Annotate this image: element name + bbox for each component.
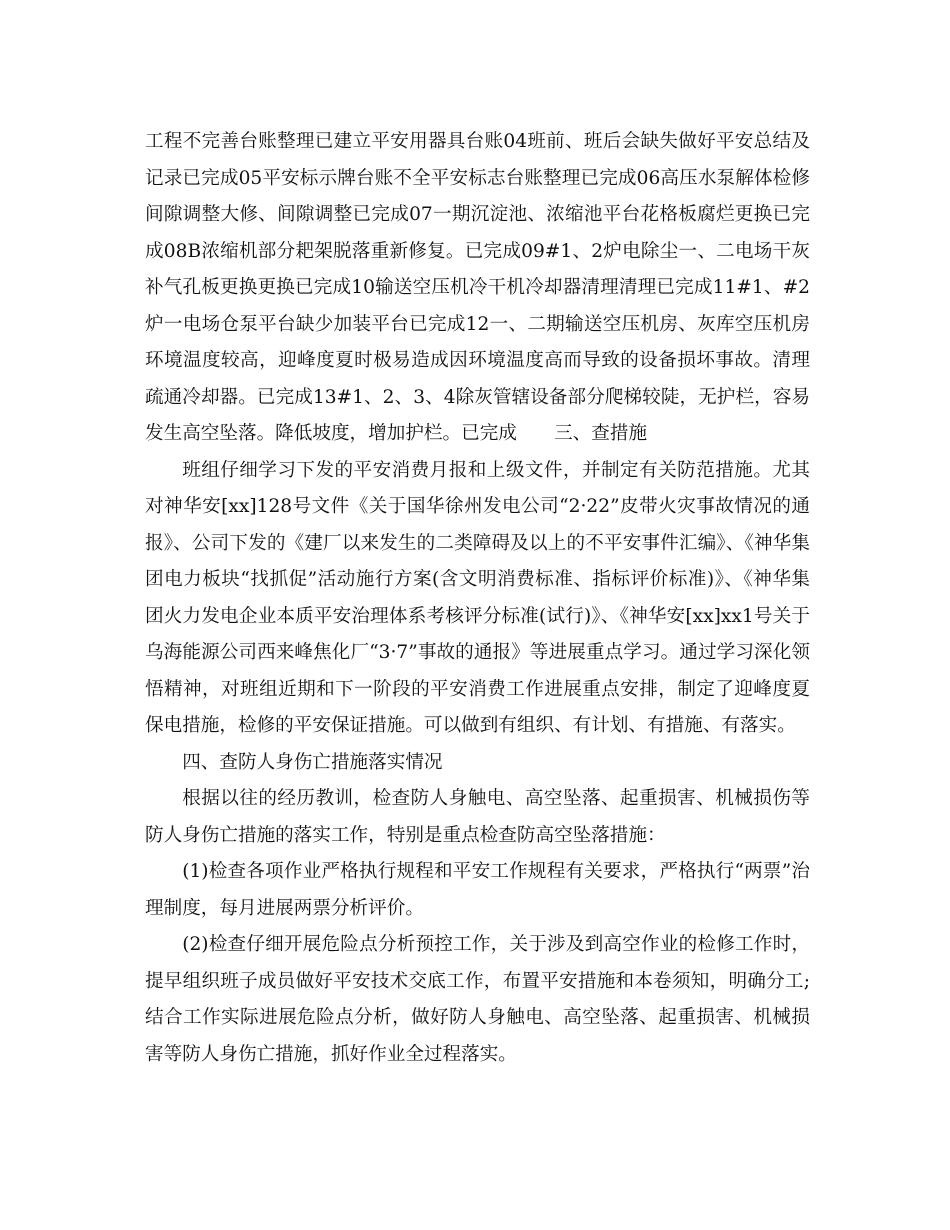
paragraph-item-2: (2)检查仔细开展危险点分析预控工作，关于涉及到高空作业的检修工作时，提早组织班子成员做好平安技术交底工作，布置平安措施和本卷须知，明确分工;结合工作实际进展危险点分析，做好防人身触电、高空坠落、起重损害、机械损害等防人身伤亡措施，抓好作业全过程落实。: [145, 934, 810, 1065]
paragraph-check-measures: 班组仔细学习下发的平安消费月报和上级文件，并制定有关防范措施。尤其对神华安[xx]128号文件《关于国华徐州发电公司“2·22”皮带火灾事故情况的通报》、公司下发的《建厂以来发生的二类障碍及以上的不平安事件汇编》、《神华集团电力板块“找抓促”活动施行方案(含文明消费标准、指标评价标准)》、《神华集团火力发电企业本质平安治理体系考核评分标准(试行)》、《神华安[xx]xx1号关于乌海能源公司西来峰焦化厂“3·7”事故的通报》等进展重点学习。通过学习深化领悟精神，对班组近期和下一阶段的平安消费工作进展重点安排，制定了迎峰度夏保电措施，检修的平安保证措施。可以做到有组织、有计划、有措施、有落实。: [145, 459, 810, 736]
paragraph-hazard-list: 工程不完善台账整理已建立平安用器具台账04班前、班后会缺失做好平安总结及记录已完成05平安标示牌台账不全平安标志台账整理已完成06高压水泵解体检修间隙调整大修、间隙调整已完成07一期沉淀池、浓缩池平台花格板腐烂更换已完成08B浓缩机部分耙架脱落重新修复。已完成09#1、2炉电除尘一、二电场干灰补气孔板更换更换已完成10输送空压机冷干机冷却器清理清理已完成11#1、#2炉一电场仓泵平台缺少加装平台已完成12一、二期输送空压机房、灰库空压机房环境温度较高，迎峰度夏时极易造成因环境温度高而导致的设备损坏事故。清理疏通冷却器。已完成13#1、2、3、4除灰管辖设备部分爬梯较陡，无护栏，容易发生高空坠落。降低坡度，增加护栏。已完成 三、查措施: [145, 131, 810, 444]
section-heading-injury-prevention: 四、查防人身伤亡措施落实情况: [182, 751, 443, 773]
paragraph-injury-prevention-intro: 根据以往的经历教训，检查防人身触电、高空坠落、起重损害、机械损伤等防人身伤亡措施的落实工作，特别是重点检查防高空坠落措施：: [145, 788, 810, 846]
paragraph-item-1: (1)检查各项作业严格执行规程和平安工作规程有关要求，严格执行“两票”治理制度，每月进展两票分析评价。: [145, 861, 810, 919]
document-body: [145, 124, 810, 1073]
